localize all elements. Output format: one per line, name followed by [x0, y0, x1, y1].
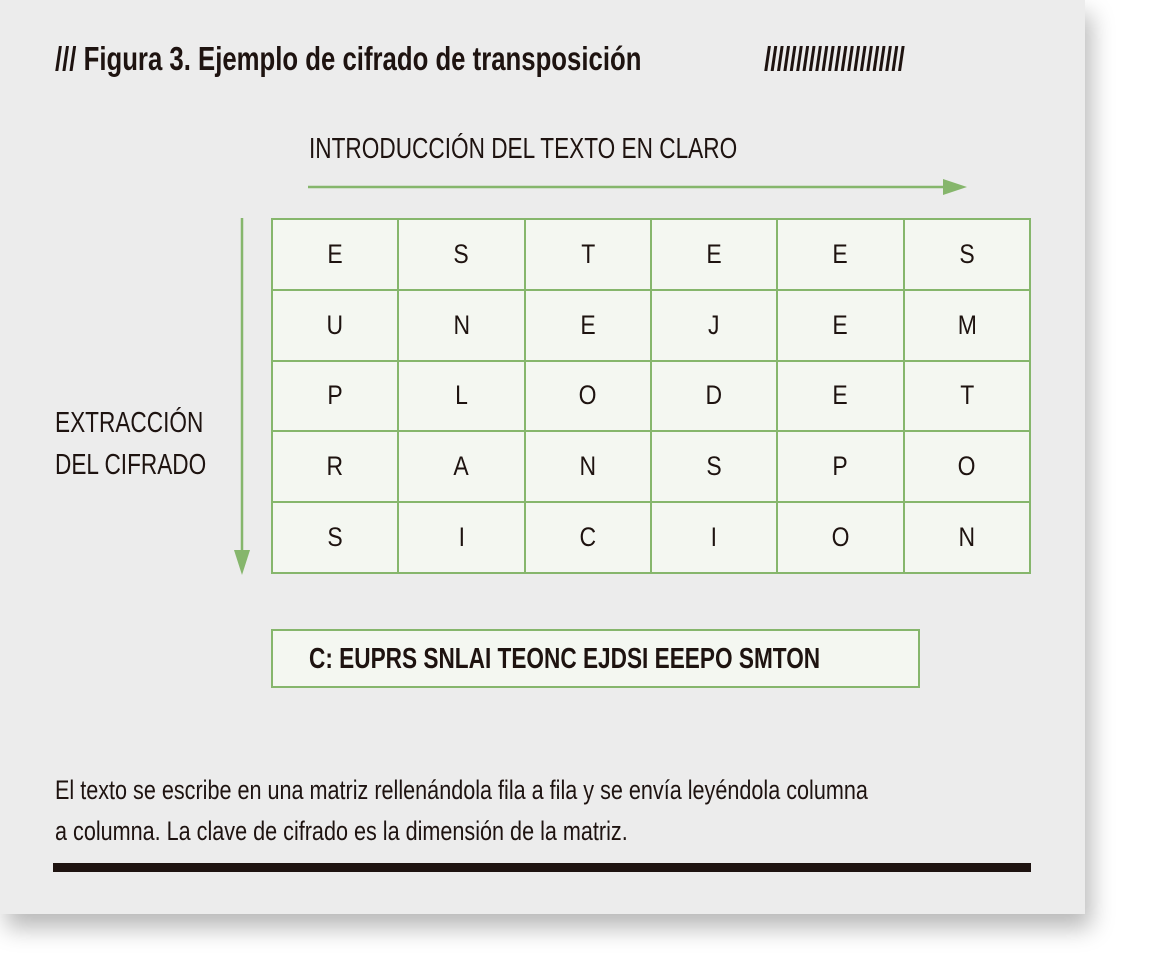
matrix-cell: [651, 431, 777, 502]
matrix-cell: [904, 502, 1030, 573]
matrix-cell: [272, 361, 398, 432]
matrix-cell: [398, 290, 524, 361]
matrix-cell: [904, 431, 1030, 502]
matrix-cell: [272, 431, 398, 502]
cell-letter: E: [832, 309, 849, 340]
cell-letter: N: [958, 522, 976, 553]
matrix-cell: [525, 361, 651, 432]
matrix-cell: [398, 502, 524, 573]
cell-letter: P: [327, 380, 343, 411]
matrix-row: [272, 431, 1030, 502]
cell-letter: O: [957, 451, 976, 482]
matrix-cell: [525, 431, 651, 502]
matrix-cell: [272, 502, 398, 573]
cell-letter: E: [832, 380, 849, 411]
down-arrow-icon: [234, 218, 250, 575]
matrix-cell: [272, 290, 398, 361]
matrix-cell: [904, 219, 1030, 290]
cell-letter: S: [706, 451, 722, 482]
matrix-cell: [525, 290, 651, 361]
cell-letter: I: [710, 522, 718, 553]
cell-letter: E: [580, 309, 596, 340]
plaintext-input-label: INTRODUCCIÓN DEL TEXTO EN CLARO: [309, 133, 738, 165]
matrix-cell: [525, 502, 651, 573]
cell-letter: J: [708, 309, 720, 340]
matrix-row: [272, 290, 1030, 361]
cell-letter: T: [959, 380, 974, 411]
matrix-cell: [777, 290, 903, 361]
ciphertext: C: EUPRS SNLAI TEONC EJDSI EEEPO SMTON: [309, 643, 821, 675]
matrix-cell: [904, 361, 1030, 432]
matrix-cell: [272, 219, 398, 290]
label-line: EXTRACCIÓN: [55, 407, 204, 439]
matrix-cell: [398, 219, 524, 290]
cell-letter: R: [326, 451, 344, 482]
caption-line: a columna. La clave de cifrado es la dimensión de la matriz.: [55, 816, 628, 846]
transposition-matrix: [271, 218, 1031, 574]
matrix-cell: [398, 431, 524, 502]
bottom-rule: [53, 863, 1031, 872]
cell-letter: O: [831, 522, 850, 553]
matrix-cell: [525, 219, 651, 290]
label-line: DEL CIFRADO: [55, 449, 207, 481]
matrix-cell: [904, 290, 1030, 361]
cell-letter: N: [453, 309, 470, 340]
matrix-row: [272, 219, 1030, 290]
ciphertext-box: [271, 629, 920, 688]
cell-letter: A: [453, 451, 470, 482]
matrix-cell: [777, 502, 903, 573]
cell-letter: E: [706, 238, 722, 269]
cell-letter: L: [455, 380, 468, 411]
matrix-cell: [651, 290, 777, 361]
cell-letter: D: [705, 380, 723, 411]
cell-letter: I: [458, 522, 465, 553]
matrix-row: [272, 502, 1030, 573]
matrix-cell: [777, 219, 903, 290]
cell-letter: O: [578, 380, 597, 411]
matrix-cell: [651, 361, 777, 432]
matrix-cell: [777, 361, 903, 432]
matrix-cell: [651, 502, 777, 573]
cell-letter: U: [326, 309, 344, 340]
cell-letter: S: [327, 522, 343, 553]
matrix-cell: [651, 219, 777, 290]
cell-letter: N: [579, 451, 597, 482]
cell-letter: P: [832, 451, 849, 482]
figure-title: /// Figura 3. Ejemplo de cifrado de transposición: [55, 40, 642, 77]
cell-letter: C: [579, 522, 597, 553]
cell-letter: S: [453, 238, 470, 269]
title-decoration: //////////////////////: [764, 40, 905, 77]
cell-letter: M: [957, 309, 977, 340]
matrix-row: [272, 361, 1030, 432]
right-arrow-icon: [308, 179, 967, 195]
cell-letter: T: [580, 238, 595, 269]
caption: [55, 770, 868, 852]
matrix-cell: [398, 361, 524, 432]
cell-letter: E: [327, 238, 343, 269]
caption-line: El texto se escribe en una matriz rellenándola fila a fila y se envía leyéndola columna: [55, 775, 868, 805]
cell-letter: S: [959, 238, 975, 269]
cell-letter: E: [832, 238, 849, 269]
matrix-cell: [777, 431, 903, 502]
